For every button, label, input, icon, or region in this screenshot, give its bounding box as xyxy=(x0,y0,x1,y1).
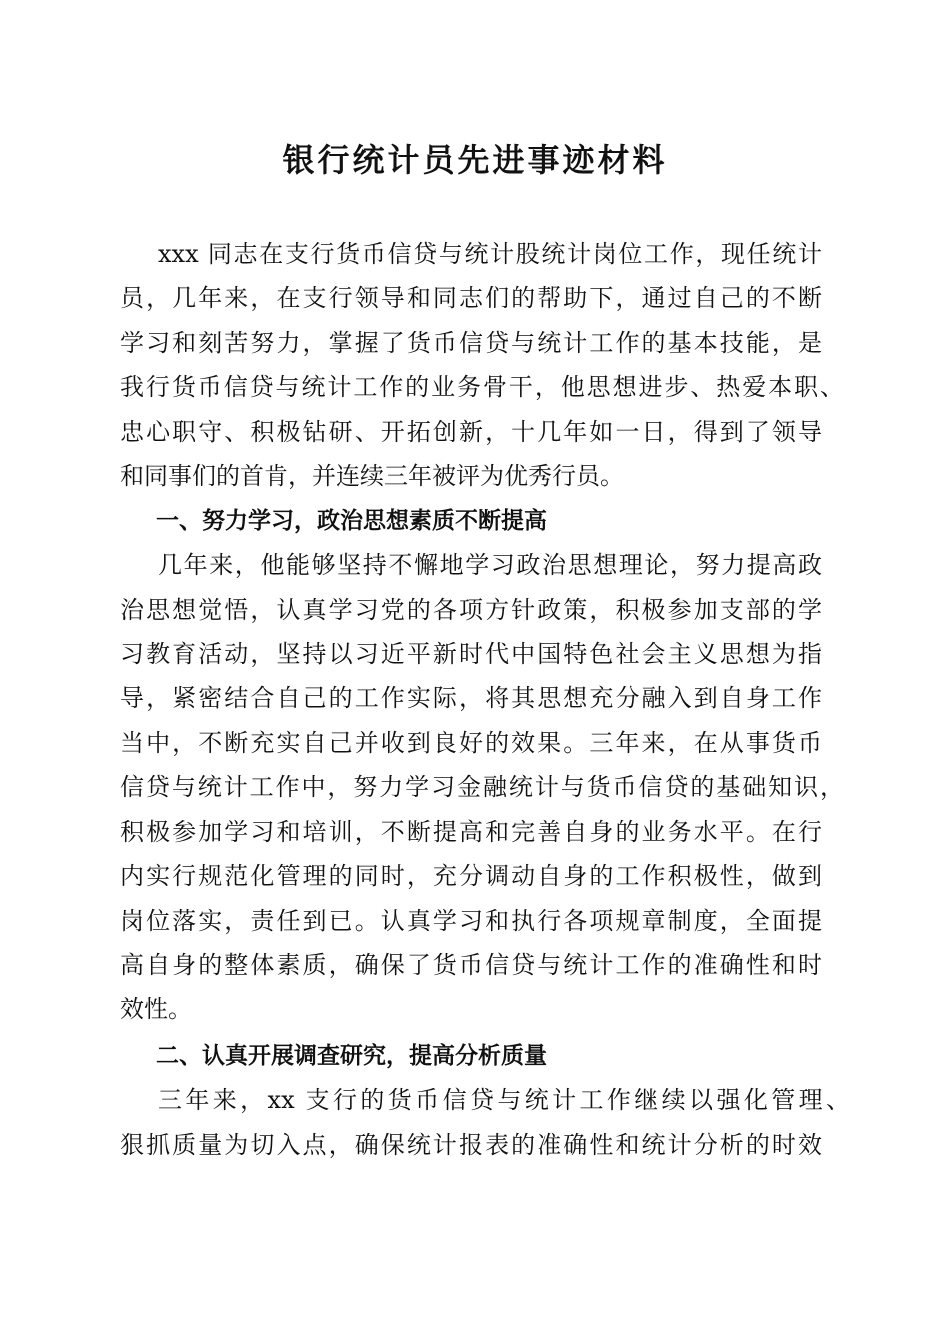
paragraph-line: 忠心职守、积极钻研、开拓创新，十几年如一日，得到了领导 xyxy=(120,417,822,446)
paragraph-line: 几年来，他能够坚持不懈地学习政治思想理论，努力提高政 xyxy=(158,551,822,580)
paragraph-line: 治思想觉悟，认真学习党的各项方针政策，积极参加支部的学 xyxy=(120,595,822,624)
paragraph-line: 高自身的整体素质，确保了货币信贷与统计工作的准确性和时 xyxy=(120,951,822,979)
paragraph-line: xxx 同志在支行货币信贷与统计股统计岗位工作，现任统计 xyxy=(158,240,822,268)
paragraph-line: 学习和刻苦努力，掌握了货币信贷与统计工作的基本技能，是 xyxy=(120,328,822,357)
paragraph-line: 积极参加学习和培训，不断提高和完善自身的业务水平。在行 xyxy=(120,817,822,846)
paragraph-line: 导，紧密结合自己的工作实际，将其思想充分融入到自身工作 xyxy=(120,684,822,713)
section-heading-2: 二、认真开展调查研究，提高分析质量 xyxy=(156,1042,547,1069)
section-heading-1: 一、努力学习，政治思想素质不断提高 xyxy=(156,507,547,534)
paragraph-line: 习教育活动，坚持以习近平新时代中国特色社会主义思想为指 xyxy=(120,639,822,668)
paragraph-line: 和同事们的首肯，并连续三年被评为优秀行员。 xyxy=(120,462,624,491)
paragraph-line: 我行货币信贷与统计工作的业务骨干，他思想进步、热爱本职、 xyxy=(120,373,844,402)
paragraph-line: 内实行规范化管理的同时，充分调动自身的工作积极性，做到 xyxy=(120,862,822,891)
paragraph-line: 信贷与统计工作中，努力学习金融统计与货币信贷的基础知识， xyxy=(120,773,844,802)
document-title: 银行统计员先进事迹材料 xyxy=(282,141,668,179)
paragraph-line: 岗位落实，责任到已。认真学习和执行各项规章制度，全面提 xyxy=(120,906,822,935)
paragraph-line: 当中，不断充实自己并收到良好的效果。三年来，在从事货币 xyxy=(120,728,822,757)
paragraph-line: 狠抓质量为切入点，确保统计报表的准确性和统计分析的时效 xyxy=(120,1130,822,1159)
paragraph-line: 员，几年来，在支行领导和同志们的帮助下，通过自己的不断 xyxy=(120,284,822,313)
paragraph-line: 三年来，xx 支行的货币信贷与统计工作继续以强化管理、 xyxy=(158,1086,850,1115)
paragraph-line: 效性。 xyxy=(120,995,192,1024)
document-body xyxy=(120,232,850,1167)
